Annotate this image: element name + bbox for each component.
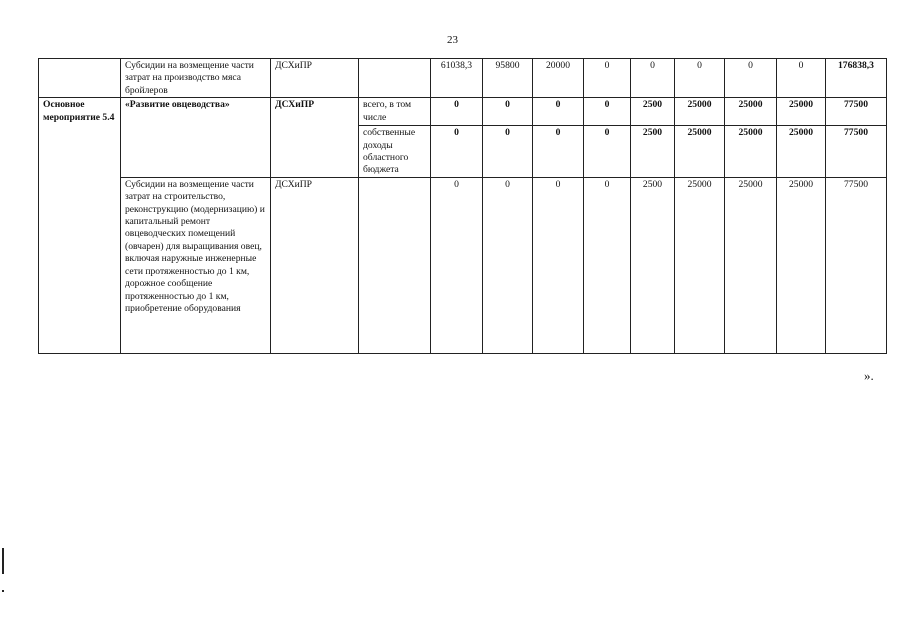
value-cell: 0 [584, 177, 631, 353]
value-cell: 0 [584, 59, 631, 98]
value-cell: 0 [584, 126, 631, 178]
source-cell [359, 59, 431, 98]
total-cell: 77500 [826, 98, 887, 126]
activity-cell: Основное мероприятие 5.4 [39, 98, 121, 354]
value-cell: 25000 [675, 177, 725, 353]
value-cell: 0 [431, 126, 483, 178]
value-cell: 95800 [483, 59, 533, 98]
value-cell: 0 [584, 98, 631, 126]
scan-edge-mark [2, 548, 4, 574]
value-cell: 25000 [777, 126, 826, 178]
value-cell: 0 [533, 98, 584, 126]
table-row [39, 98, 887, 126]
value-cell: 2500 [631, 177, 675, 353]
budget-table [38, 58, 887, 354]
total-cell: 176838,3 [826, 59, 887, 98]
name-cell: Субсидии на возмещение части затрат на строительство, реконструкцию (модернизацию) и капитальный ремонт овцеводческих помещений (овчарен) для выращивания овец, включая наружные инженерные сети протяженностью до 1 км, дорожное сообщение протяженностью до 1 км, приобретение оборудования [121, 177, 271, 353]
value-cell: 0 [533, 177, 584, 353]
source-cell [359, 177, 431, 353]
value-cell: 25000 [777, 98, 826, 126]
source-cell: собственные доходы областного бюджета [359, 126, 431, 178]
scan-edge-mark [2, 590, 4, 592]
value-cell: 25000 [725, 98, 777, 126]
activity-cell [39, 59, 121, 98]
value-cell: 61038,3 [431, 59, 483, 98]
value-cell: 25000 [725, 177, 777, 353]
value-cell: 25000 [725, 126, 777, 178]
source-cell: всего, в том числе [359, 98, 431, 126]
value-cell: 0 [483, 177, 533, 353]
name-cell: Субсидии на возмещение части затрат на производство мяса бройлеров [121, 59, 271, 98]
executor-cell: ДСХиПР [271, 98, 359, 178]
value-cell: 2500 [631, 126, 675, 178]
value-cell: 0 [725, 59, 777, 98]
value-cell: 0 [675, 59, 725, 98]
value-cell: 0 [533, 126, 584, 178]
closing-quote: ». [864, 368, 874, 383]
name-cell: «Развитие овцеводства» [121, 98, 271, 178]
value-cell: 25000 [777, 177, 826, 353]
value-cell: 0 [483, 98, 533, 126]
executor-cell: ДСХиПР [271, 59, 359, 98]
table-row [39, 177, 887, 353]
executor-cell: ДСХиПР [271, 177, 359, 353]
value-cell: 25000 [675, 98, 725, 126]
value-cell: 0 [431, 177, 483, 353]
total-cell: 77500 [826, 177, 887, 353]
total-cell: 77500 [826, 126, 887, 178]
value-cell: 0 [483, 126, 533, 178]
value-cell: 0 [631, 59, 675, 98]
page-number: 23 [447, 34, 458, 46]
value-cell: 0 [777, 59, 826, 98]
value-cell: 25000 [675, 126, 725, 178]
table-row [39, 59, 887, 98]
value-cell: 20000 [533, 59, 584, 98]
value-cell: 2500 [631, 98, 675, 126]
value-cell: 0 [431, 98, 483, 126]
